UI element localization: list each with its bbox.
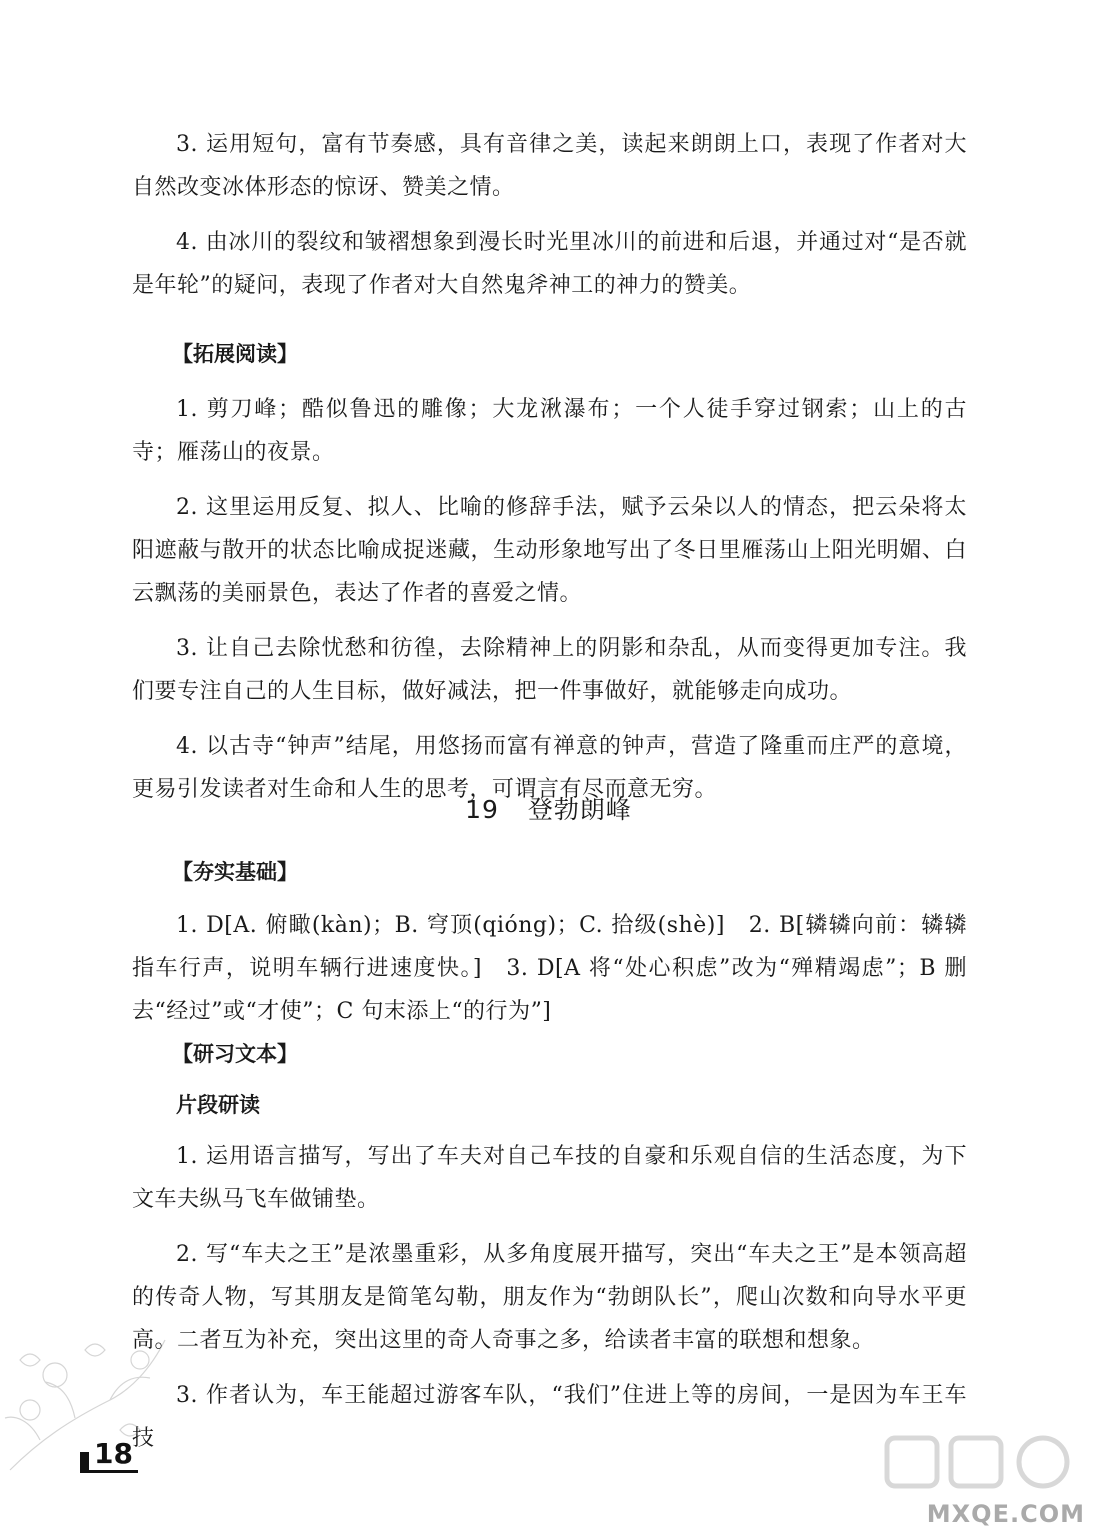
answer-paragraph: 1. 运用语言描写，写出了车夫对自己车技的自豪和乐观自信的生活态度，为下文车夫纵马飞车做铺垫。 [132, 1144, 967, 1212]
basics-section [132, 851, 967, 1033]
answer-paragraph: 1. D[A. 俯瞰(kàn)；B. 穹顶(qióng)；C. 拾级(shè)] 2. B[辚辚向前：辚辚指车行声，说明车辆行进速度快。] 3. D[A 将“处心积虑”改为“殚精竭虑”；B 删去“经过”或“才使”；C 句末添上“的行为”] [132, 913, 967, 1024]
answers-continued [132, 123, 967, 307]
answer-paragraph: 3. 作者认为，车王能超过游客车队，“我们”住进上等的房间，一是因为车王车技 [132, 1383, 967, 1451]
lesson-number: 19 [465, 795, 499, 824]
section-heading: 【拓展阅读】 [172, 342, 298, 366]
lesson-title [0, 790, 1097, 826]
answer-paragraph: 3. 让自己去除忧愁和彷徨，去除精神上的阴影和杂乱，从而变得更加专注。我们要专注自己的人生目标，做好减法，把一件事做好，就能够走向成功。 [132, 636, 967, 704]
section-heading: 【夯实基础】 [172, 860, 298, 884]
page-number-rule [80, 1470, 138, 1473]
extended-reading-section [132, 333, 967, 811]
answer-paragraph: 1. 剪刀峰；酷似鲁迅的雕像；大龙湫瀑布；一个人徒手穿过钢索；山上的古寺；雁荡山的夜景。 [132, 397, 967, 465]
answer-paragraph: 2. 写“车夫之王”是浓墨重彩，从多角度展开描写，突出“车夫之王”是本领高超的传奇人物，写其朋友是简笔勾勒，朋友作为“勃朗队长”，爬山次数和向导水平更高。二者互为补充，突出这里的奇人奇事之多，给读者丰富的联想和想象。 [132, 1242, 967, 1353]
lesson-name: 登勃朗峰 [527, 795, 632, 824]
page-number-marker [80, 1452, 89, 1470]
text-study-section [132, 1033, 967, 1460]
page-number: 18 [94, 1437, 133, 1470]
answer-paragraph: 4. 以古寺“钟声”结尾，用悠扬而富有禅意的钟声，营造了隆重而庄严的意境，更易引发读者对生命和人生的思考，可谓言有尽而意无穷。 [132, 734, 967, 802]
section-heading: 【研习文本】 [172, 1042, 298, 1066]
answer-paragraph: 2. 这里运用反复、拟人、比喻的修辞手法，赋予云朵以人的情态，把云朵将太阳遮蔽与散开的状态比喻成捉迷藏，生动形象地写出了冬日里雁荡山上阳光明媚、白云飘荡的美丽景色，表达了作者的喜爱之情。 [132, 495, 967, 606]
subsection-heading: 片段研读 [176, 1093, 260, 1117]
watermark-text: MXQE.COM [926, 1500, 1085, 1528]
answer-paragraph: 3. 运用短句，富有节奏感，具有音律之美，读起来朗朗上口，表现了作者对大自然改变冰体形态的惊讶、赞美之情。 [132, 132, 967, 200]
answer-paragraph: 4. 由冰川的裂纹和皱褶想象到漫长时光里冰川的前进和后退，并通过对“是否就是年轮”的疑问，表现了作者对大自然鬼斧神工的神力的赞美。 [132, 230, 967, 298]
